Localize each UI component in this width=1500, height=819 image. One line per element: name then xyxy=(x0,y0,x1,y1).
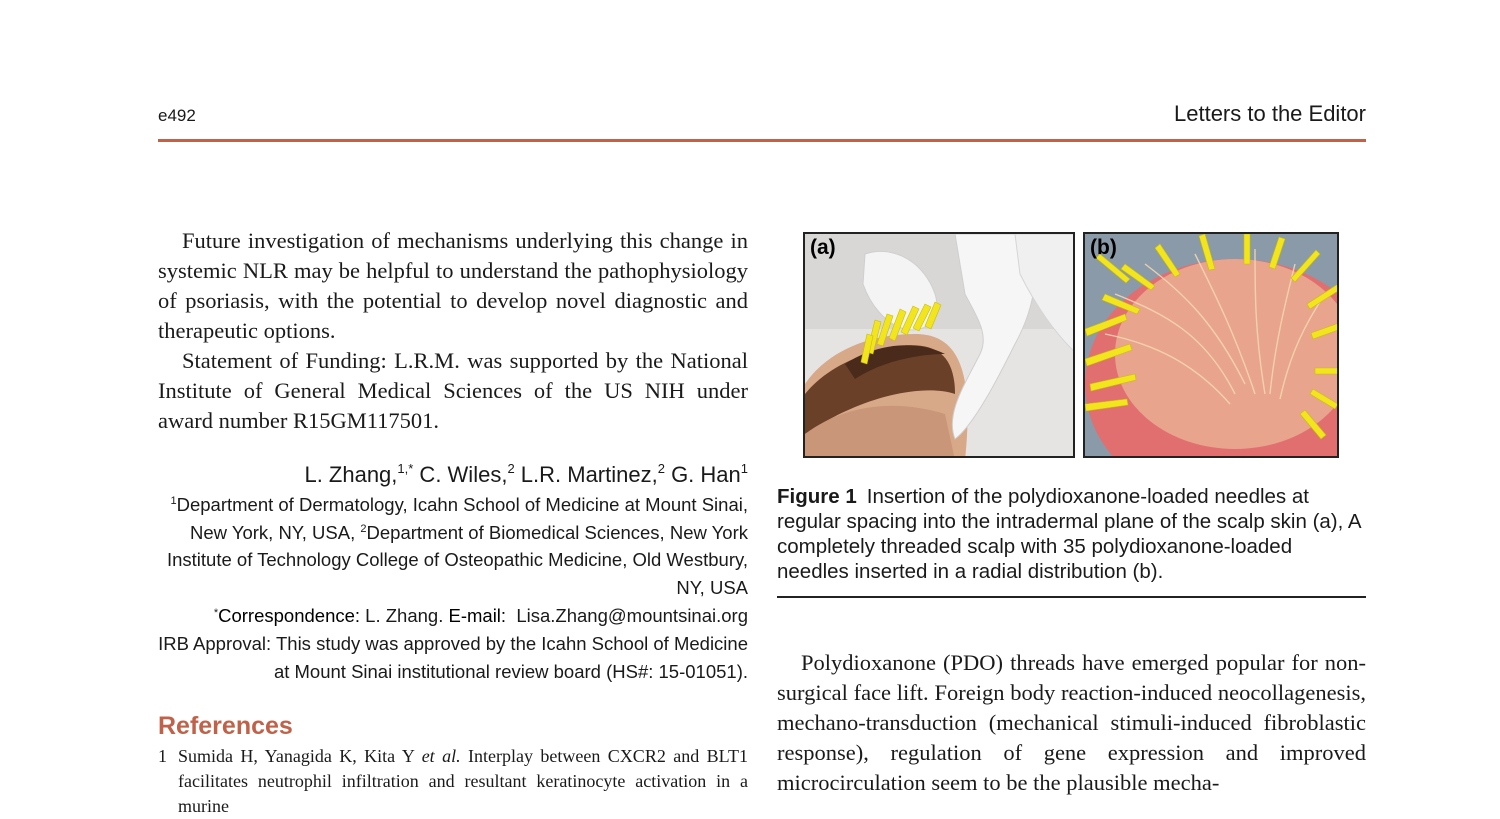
author-affiliation-marker: 1,* xyxy=(397,461,414,476)
reference-title: Interplay between CXCR2 and BLT1 facilitates neutrophil infiltration and resultant keratinocyte activation in a murine xyxy=(178,746,748,816)
correspondence-name: L. Zhang. xyxy=(360,605,444,626)
author-name: G. Han xyxy=(664,462,741,487)
threaded-scalp-photo xyxy=(1085,234,1339,458)
reference-text xyxy=(178,744,748,819)
affiliation-text: Department of Dermatology, Icahn School of Medicine at Mount Sinai, New York, NY, USA, xyxy=(176,494,748,543)
body-paragraph: Polydioxanone (PDO) threads have emerged popular for non-surgical face lift. Foreign body reaction-induced neocollagenesis, mechano-transduction (mechanical stimuli-induced fibroblastic response), regulation of gene expression and improved microcirculation seem to be the plausible mecha- xyxy=(777,650,1366,795)
body-paragraph: Future investigation of mechanisms underlying this change in systemic NLR may be helpful to understand the pathophysiology of psoriasis, with the potential to develop novel diagnostic and therapeutic options. xyxy=(158,228,748,343)
figure-caption xyxy=(777,484,1366,584)
panel-a-label: (a) xyxy=(810,236,836,259)
author-name: L. Zhang, xyxy=(304,462,398,487)
author-affiliation-marker: 2 xyxy=(657,461,665,476)
email-label: E-mail: xyxy=(443,605,507,626)
affiliations xyxy=(158,491,748,601)
reference-etal: et al. xyxy=(421,746,461,766)
irb-approval: IRB Approval: This study was approved by the Icahn School of Medicine at Mount Sinai institutional review board (HS#: 15-01051). xyxy=(158,633,748,682)
reference-authors: Sumida H, Yanagida K, Kita Y xyxy=(178,746,422,766)
page-number: e492 xyxy=(158,106,196,125)
reference-item xyxy=(158,744,748,819)
right-column-body xyxy=(777,648,1366,798)
affiliation-marker: 1 xyxy=(170,495,177,507)
figure-panel-b xyxy=(1083,232,1339,458)
correspondence-email: Lisa.Zhang@mountsinai.org xyxy=(506,605,748,626)
figure-panel-a xyxy=(803,232,1075,458)
scalp-insertion-photo xyxy=(805,234,1075,458)
header-rule xyxy=(158,139,1366,142)
affiliation-text: Department of Biomedical Sciences, New York Institute of Technology College of Osteopathic Medicine, Old Westbury, NY, USA xyxy=(166,521,748,598)
body-paragraph: Statement of Funding: L.R.M. was supported by the National Institute of General Medical Sciences of the US NIH under award number R15GM117501. xyxy=(158,348,748,433)
author-list xyxy=(158,460,748,490)
reference-number: 1 xyxy=(158,746,167,766)
correspondence-label: Correspondence: xyxy=(218,605,361,626)
correspondence-marker: * xyxy=(213,607,219,619)
author-affiliation-marker: 2 xyxy=(507,461,515,476)
caption-rule xyxy=(777,596,1366,598)
author-affiliation-marker: 1 xyxy=(740,461,748,476)
section-title: Letters to the Editor xyxy=(1174,101,1366,126)
author-name: L.R. Martinez, xyxy=(514,462,658,487)
references-heading: References xyxy=(158,712,293,740)
reference-list xyxy=(158,744,748,819)
correspondence xyxy=(158,602,748,630)
panel-b-label: (b) xyxy=(1090,236,1117,259)
figure-label: Figure 1 xyxy=(777,485,857,508)
author-name: C. Wiles, xyxy=(413,462,508,487)
affiliation-marker: 2 xyxy=(360,522,367,535)
figure-caption-text: Insertion of the polydioxanone-loaded needles at regular spacing into the intradermal plane of the scalp skin (a), A completely threaded scalp with 35 polydioxanone-loaded needles inserted in a radial distribution (b). xyxy=(777,485,1361,583)
left-column-body xyxy=(158,226,748,436)
